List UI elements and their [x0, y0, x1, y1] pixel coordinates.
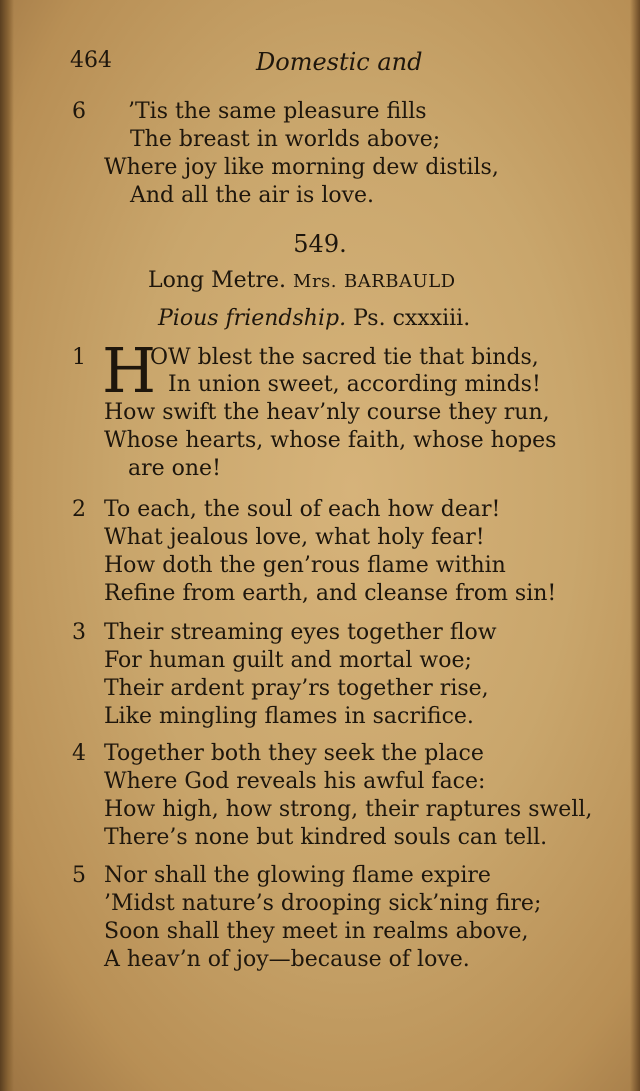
verse-line: Where joy like morning dew distils,	[104, 155, 499, 180]
meter-label: Long Metre.	[148, 268, 287, 293]
hymn-number: 549.	[293, 230, 347, 258]
verse-line: To each, the soul of each how dear!	[104, 497, 501, 522]
verse-line: And all the air is love.	[130, 183, 375, 208]
verse-line: The breast in worlds above;	[130, 127, 441, 152]
running-head: Domestic and	[256, 48, 423, 76]
author-prefix: Mrs.	[293, 271, 338, 292]
verse-line: Their ardent pray’rs together rise,	[104, 676, 489, 701]
stanza-number: 4	[72, 741, 86, 766]
verse-line: Soon shall they meet in realms above,	[104, 919, 529, 944]
verse-line: A heav’n of joy—because of love.	[104, 947, 470, 972]
verse-line: OW blest the sacred tie that binds,	[150, 345, 539, 370]
stanza-number: 2	[72, 497, 86, 522]
page-header	[70, 48, 590, 82]
verse-line: How high, how strong, their raptures swell,	[104, 797, 593, 822]
stanza-number: 1	[72, 345, 86, 370]
verse-line: How swift the heav’nly course they run,	[104, 400, 550, 425]
page-edge-left	[0, 0, 14, 1091]
author-name: BARBAULD	[344, 271, 456, 292]
verse-line: ’Midst nature’s drooping sick’ning fire;	[104, 891, 542, 916]
prev-stanza-number: 6	[72, 99, 86, 124]
psalm-reference: Ps. cxxxiii.	[353, 306, 471, 331]
verse-line: In union sweet, according minds!	[168, 372, 541, 397]
verse-line: There’s none but kindred souls can tell.	[104, 825, 548, 850]
stanza-number: 5	[72, 863, 86, 888]
hymn-subject-line	[158, 306, 470, 331]
verse-line: Refine from earth, and cleanse from sin!	[104, 581, 557, 606]
stanza-number: 3	[72, 620, 86, 645]
hymn-meter-line	[148, 268, 456, 293]
verse-line: Where God reveals his awful face:	[104, 769, 486, 794]
verse-line: Their streaming eyes together flow	[104, 620, 497, 645]
page-edge-right	[630, 0, 640, 1091]
verse-line: Whose hearts, whose faith, whose hopes	[104, 428, 557, 453]
verse-line: What jealous love, what holy fear!	[104, 525, 485, 550]
drop-cap: H	[102, 334, 157, 407]
page-number: 464	[70, 48, 112, 73]
verse-line: Like mingling flames in sacrifice.	[104, 704, 474, 729]
verse-line: Nor shall the glowing flame expire	[104, 863, 491, 888]
verse-line: Together both they seek the place	[104, 741, 484, 766]
verse-line: are one!	[128, 456, 221, 481]
verse-line: For human guilt and mortal woe;	[104, 648, 472, 673]
verse-line: How doth the gen’rous flame within	[104, 553, 506, 578]
verse-line: ’Tis the same pleasure fills	[128, 99, 427, 124]
hymn-subject: Pious friendship.	[158, 306, 347, 331]
